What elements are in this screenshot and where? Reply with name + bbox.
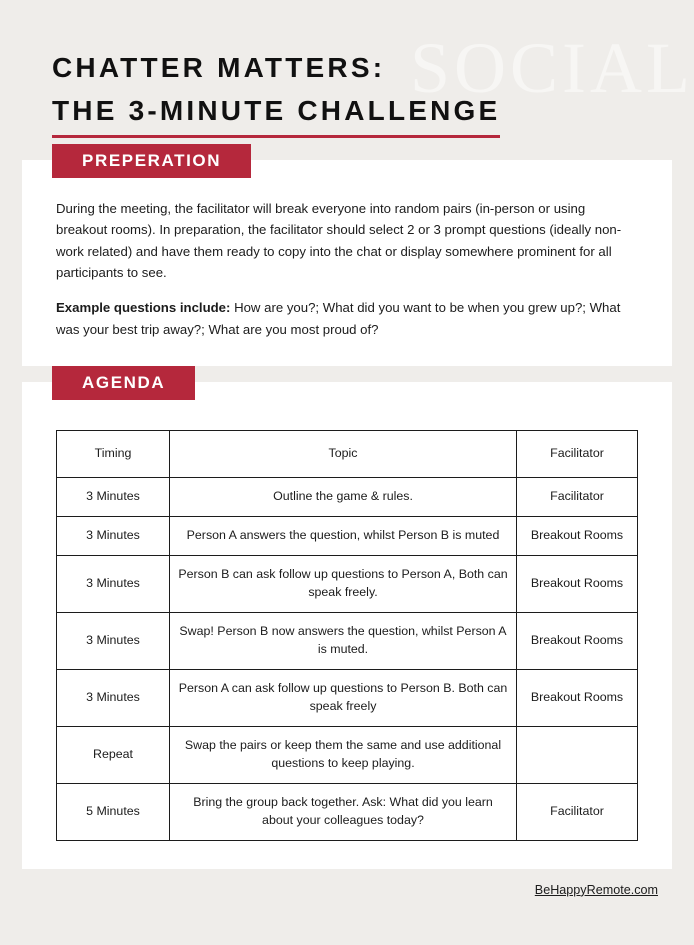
cell-facilitator: Breakout Rooms <box>517 555 638 612</box>
cell-facilitator: Breakout Rooms <box>517 669 638 726</box>
agenda-table-body <box>57 431 638 841</box>
preparation-examples-text: How are you?; What did you want to be when you grew up?; What was your best trip away?; What are you most proud of? <box>56 300 621 337</box>
cell-topic: Swap! Person B now answers the question, whilst Person A is muted. <box>170 612 517 669</box>
page-title <box>0 46 694 138</box>
cell-timing: 5 Minutes <box>57 783 170 840</box>
preparation-card <box>22 150 672 366</box>
preparation-examples <box>56 297 638 340</box>
preparation-examples-label: Example questions include: <box>56 300 231 316</box>
cell-topic: Bring the group back together. Ask: What did you learn about your colleagues today? <box>170 783 517 840</box>
cell-facilitator: Facilitator <box>517 783 638 840</box>
table-row <box>57 555 638 612</box>
cell-timing: Repeat <box>57 726 170 783</box>
title-line-2: THE 3-MINUTE CHALLENGE <box>52 89 500 137</box>
table-row <box>57 726 638 783</box>
cell-topic: Person B can ask follow up questions to Person A, Both can speak freely. <box>170 555 517 612</box>
table-header-row <box>57 431 638 478</box>
preparation-body <box>56 198 638 340</box>
preparation-section-tag: PREPERATION <box>52 144 251 178</box>
document-page <box>0 46 694 897</box>
table-row <box>57 478 638 517</box>
table-row <box>57 783 638 840</box>
cell-facilitator: Breakout Rooms <box>517 517 638 556</box>
cell-timing: 3 Minutes <box>57 478 170 517</box>
table-row <box>57 517 638 556</box>
cell-facilitator: Facilitator <box>517 478 638 517</box>
footer-link[interactable]: BeHappyRemote.com <box>534 882 658 897</box>
column-header-timing: Timing <box>57 431 170 478</box>
column-header-facilitator: Facilitator <box>517 431 638 478</box>
agenda-table <box>56 430 638 841</box>
cell-timing: 3 Minutes <box>57 517 170 556</box>
title-line-1: CHATTER MATTERS: <box>52 52 386 83</box>
agenda-section-tag: AGENDA <box>52 366 195 400</box>
cell-facilitator: Breakout Rooms <box>517 612 638 669</box>
cell-topic: Outline the game & rules. <box>170 478 517 517</box>
column-header-topic: Topic <box>170 431 517 478</box>
cell-topic: Person A can ask follow up questions to Person B. Both can speak freely <box>170 669 517 726</box>
table-row <box>57 612 638 669</box>
cell-topic: Swap the pairs or keep them the same and use additional questions to keep playing. <box>170 726 517 783</box>
agenda-card <box>22 373 672 869</box>
table-row <box>57 669 638 726</box>
cell-timing: 3 Minutes <box>57 612 170 669</box>
watermark-social: SOCIAL <box>409 28 694 108</box>
cell-timing: 3 Minutes <box>57 555 170 612</box>
footer <box>0 869 694 897</box>
cell-facilitator <box>517 726 638 783</box>
cell-timing: 3 Minutes <box>57 669 170 726</box>
cell-topic: Person A answers the question, whilst Person B is muted <box>170 517 517 556</box>
preparation-paragraph: During the meeting, the facilitator will break everyone into random pairs (in-person or using breakout rooms). In preparation, the facilitator should select 2 or 3 prompt questions (ideally non-work related) and have them ready to copy into the chat or display somewhere prominent for all participants to see. <box>56 200 622 280</box>
